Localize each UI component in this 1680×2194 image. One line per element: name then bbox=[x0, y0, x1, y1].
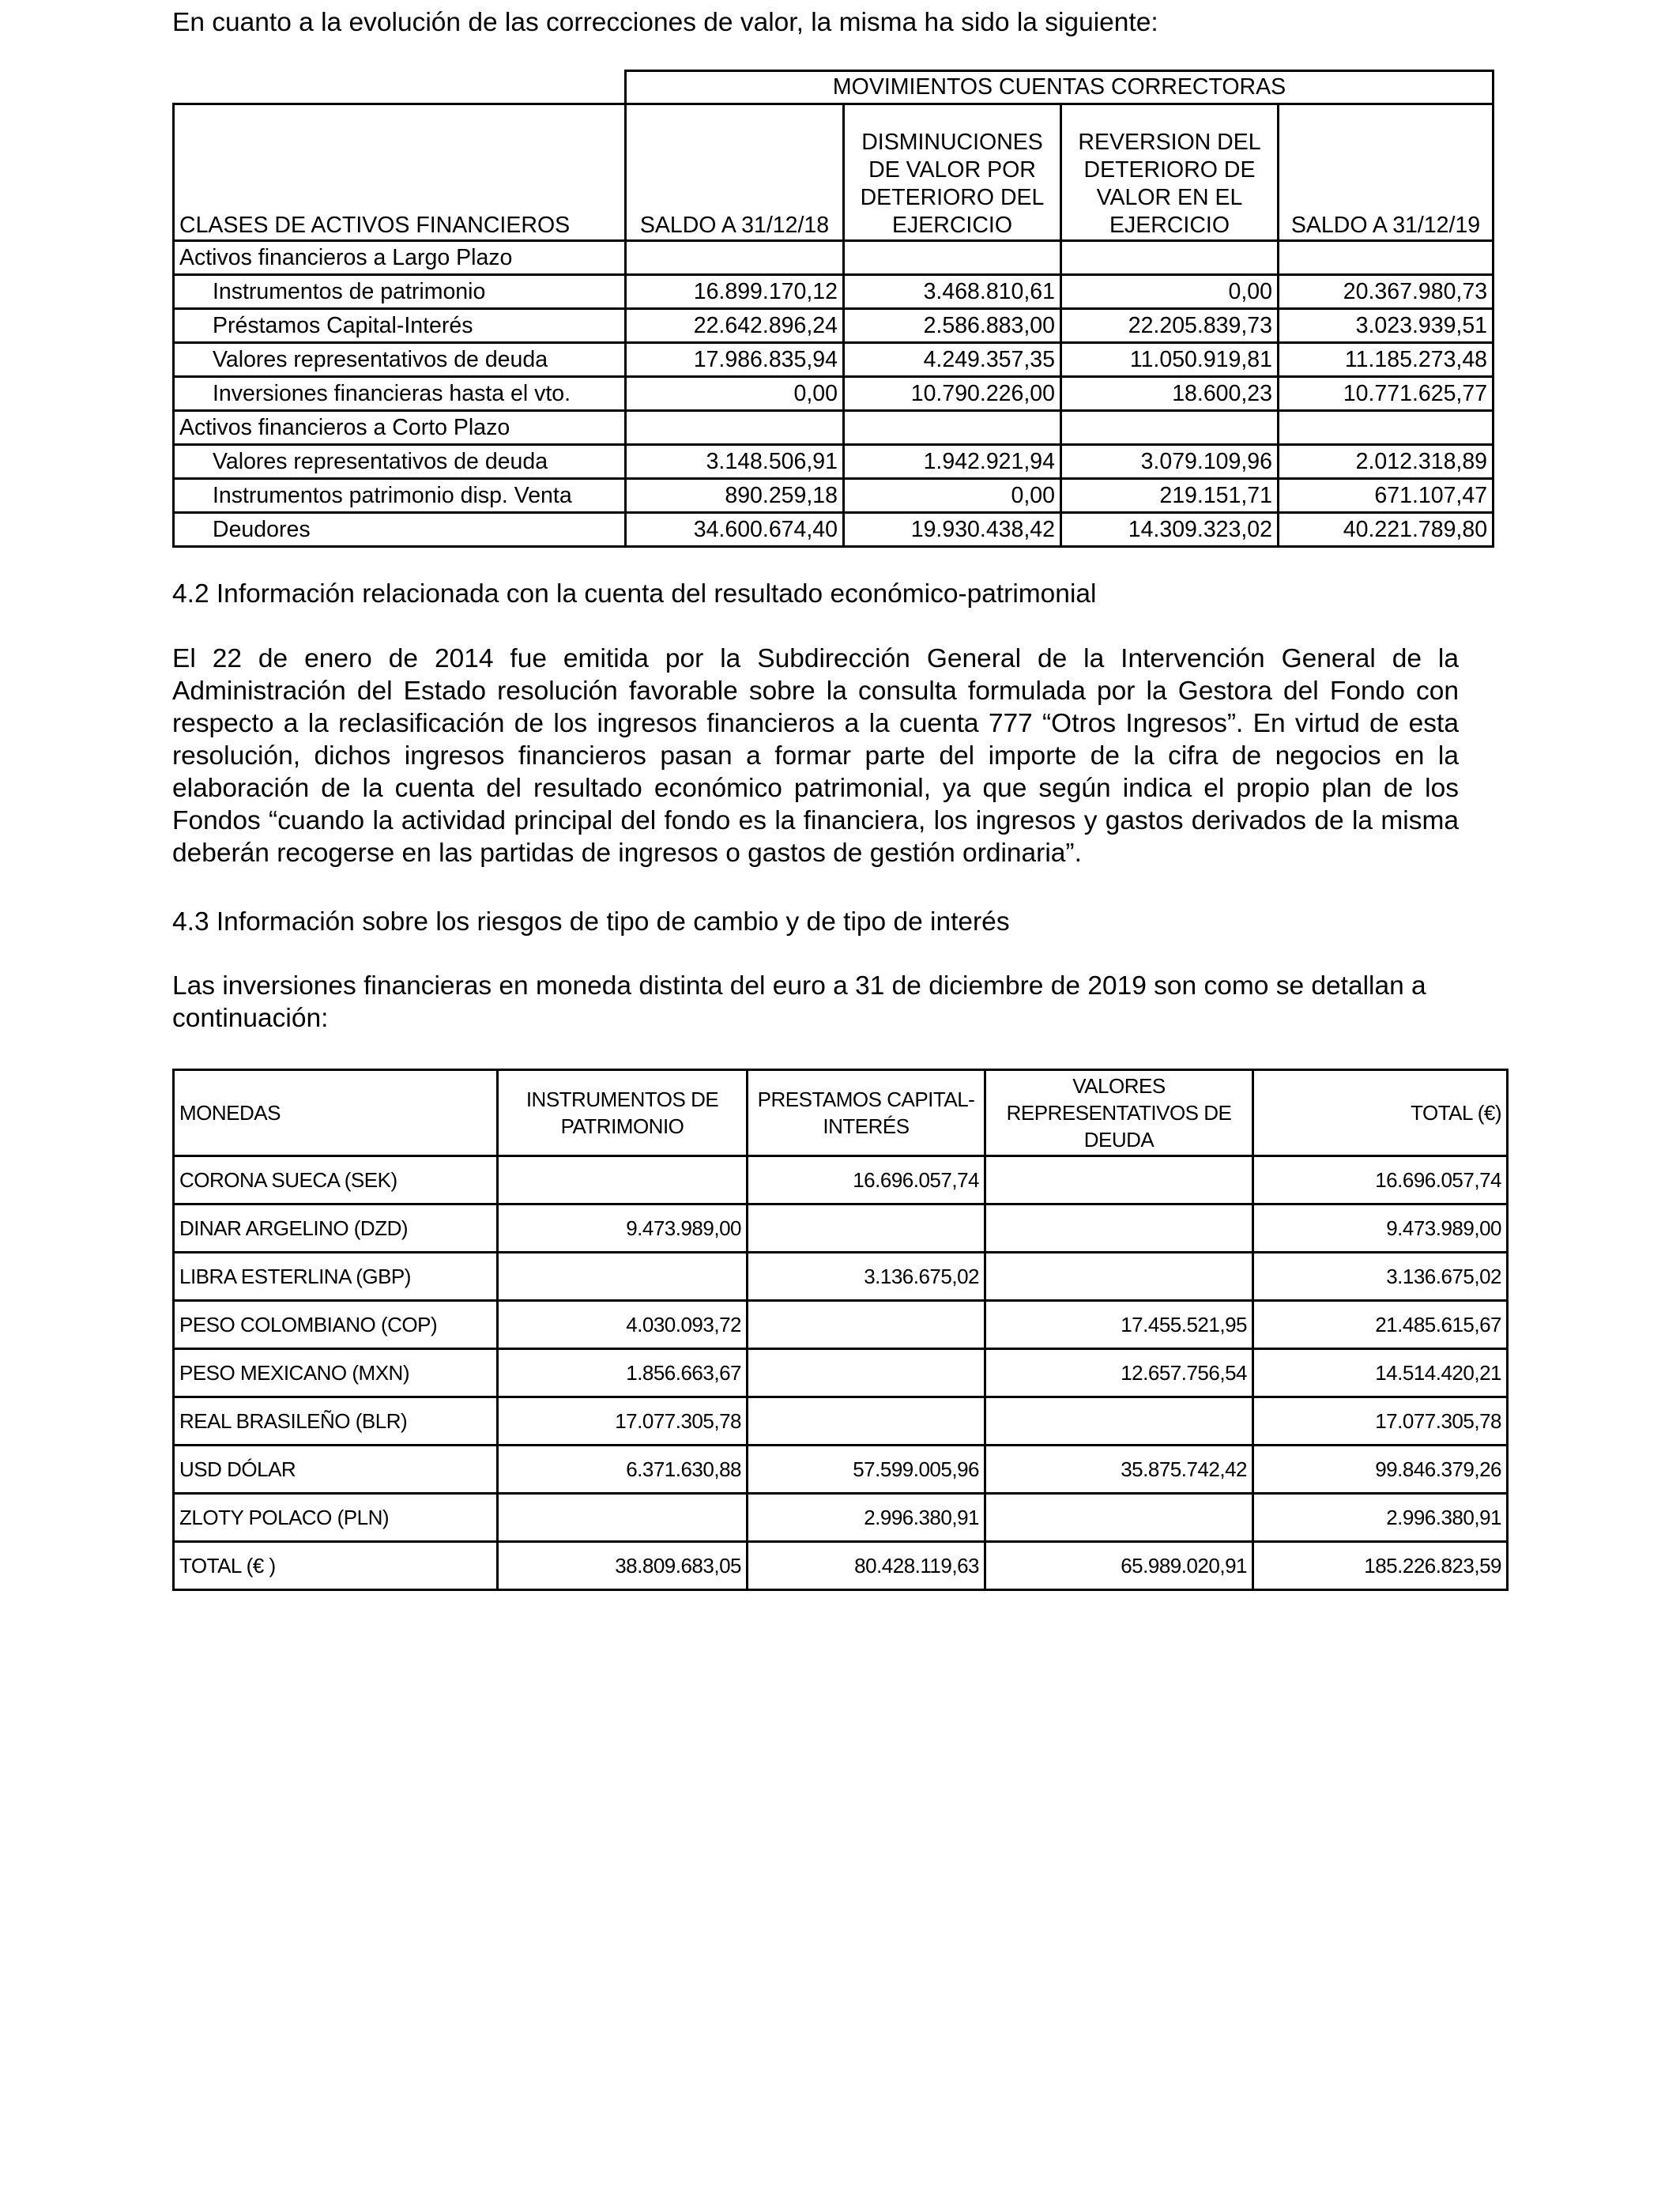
value-cell: 2.996.380,91 bbox=[748, 1494, 985, 1542]
row-label: Inversiones financieras hasta el vto. bbox=[174, 376, 626, 410]
table2-header-monedas: MONEDAS bbox=[174, 1070, 498, 1156]
value-cell: 16.899.170,12 bbox=[626, 274, 844, 308]
value-cell: 34.600.674,40 bbox=[626, 512, 844, 546]
value-cell: 14.514.420,21 bbox=[1253, 1349, 1508, 1397]
currency-label: PESO MEXICANO (MXN) bbox=[174, 1349, 498, 1397]
value-cell bbox=[985, 1156, 1253, 1204]
value-cell: 6.371.630,88 bbox=[498, 1446, 748, 1494]
value-cell: 80.428.119,63 bbox=[748, 1542, 985, 1590]
value-cell: 890.259,18 bbox=[626, 478, 844, 512]
value-cell: 0,00 bbox=[844, 478, 1061, 512]
value-cell: 20.367.980,73 bbox=[1279, 274, 1494, 308]
value-cell: 10.771.625,77 bbox=[1279, 376, 1494, 410]
value-cell: 185.226.823,59 bbox=[1253, 1542, 1508, 1590]
value-cell: 0,00 bbox=[626, 376, 844, 410]
table-row bbox=[174, 1397, 1508, 1446]
currency-label: ZLOTY POLACO (PLN) bbox=[174, 1494, 498, 1542]
table1-header-reversion: REVERSION DEL DETERIORO DE VALOR EN EL EJERCICIO bbox=[1061, 104, 1279, 240]
value-cell bbox=[748, 1397, 985, 1446]
row-label: Deudores bbox=[174, 512, 626, 546]
value-cell: 2.586.883,00 bbox=[844, 308, 1061, 342]
table-row bbox=[174, 1156, 1508, 1204]
value-cell: 16.696.057,74 bbox=[748, 1156, 985, 1204]
table2-header-valores: VALORES REPRESENTATIVOS DE DEUDA bbox=[985, 1070, 1253, 1156]
value-cell bbox=[985, 1253, 1253, 1301]
value-cell: 2.996.380,91 bbox=[1253, 1494, 1508, 1542]
value-cell bbox=[498, 1494, 748, 1542]
row-label: Valores representativos de deuda bbox=[174, 444, 626, 478]
table1-header-class: CLASES DE ACTIVOS FINANCIEROS bbox=[174, 104, 626, 240]
table-row bbox=[174, 1542, 1508, 1590]
table1-header-saldo-2019: SALDO A 31/12/19 bbox=[1279, 104, 1494, 240]
table-row bbox=[174, 1301, 1508, 1349]
value-cell: 4.249.357,35 bbox=[844, 342, 1061, 376]
row-label: Valores representativos de deuda bbox=[174, 342, 626, 376]
value-cell: 57.599.005,96 bbox=[748, 1446, 985, 1494]
table2-header-instrumentos: INSTRUMENTOS DE PATRIMONIO bbox=[498, 1070, 748, 1156]
value-cell bbox=[748, 1349, 985, 1397]
table2-header-total: TOTAL (€) bbox=[1253, 1070, 1508, 1156]
value-cell: 4.030.093,72 bbox=[498, 1301, 748, 1349]
table1-section-row bbox=[174, 410, 1494, 444]
value-cell: 3.079.109,96 bbox=[1061, 444, 1279, 478]
value-cell: 21.485.615,67 bbox=[1253, 1301, 1508, 1349]
section-4-3-body: Las inversiones financieras en moneda distinta del euro a 31 de diciembre de 2019 son como se detallan a continuación: bbox=[172, 971, 1426, 1033]
table-row bbox=[174, 1253, 1508, 1301]
table1-corner-blank bbox=[174, 71, 626, 104]
value-cell: 17.986.835,94 bbox=[626, 342, 844, 376]
currency-label: LIBRA ESTERLINA (GBP) bbox=[174, 1253, 498, 1301]
value-cell bbox=[748, 1301, 985, 1349]
table-row bbox=[174, 1446, 1508, 1494]
value-cell bbox=[498, 1156, 748, 1204]
value-cell: 9.473.989,00 bbox=[1253, 1204, 1508, 1253]
value-cell bbox=[498, 1253, 748, 1301]
table-row bbox=[174, 342, 1494, 376]
value-cell: 99.846.379,26 bbox=[1253, 1446, 1508, 1494]
value-cell: 14.309.323,02 bbox=[1061, 512, 1279, 546]
value-cell: 38.809.683,05 bbox=[498, 1542, 748, 1590]
empty-cell bbox=[844, 240, 1061, 274]
value-cell: 22.205.839,73 bbox=[1061, 308, 1279, 342]
section-label: Activos financieros a Largo Plazo bbox=[174, 240, 626, 274]
value-cell: 219.151,71 bbox=[1061, 478, 1279, 512]
value-cell: 11.185.273,48 bbox=[1279, 342, 1494, 376]
section-label: Activos financieros a Corto Plazo bbox=[174, 410, 626, 444]
value-cell: 671.107,47 bbox=[1279, 478, 1494, 512]
value-cell: 3.148.506,91 bbox=[626, 444, 844, 478]
table-row bbox=[174, 1494, 1508, 1542]
empty-cell bbox=[1061, 240, 1279, 274]
value-cell: 17.077.305,78 bbox=[498, 1397, 748, 1446]
empty-cell bbox=[626, 410, 844, 444]
value-cell: 35.875.742,42 bbox=[985, 1446, 1253, 1494]
value-cell bbox=[748, 1204, 985, 1253]
value-cell: 3.136.675,02 bbox=[1253, 1253, 1508, 1301]
value-cell: 19.930.438,42 bbox=[844, 512, 1061, 546]
table1-section-row bbox=[174, 240, 1494, 274]
value-cell: 11.050.919,81 bbox=[1061, 342, 1279, 376]
table-row bbox=[174, 1349, 1508, 1397]
foreign-currency-investments-table bbox=[172, 1069, 1509, 1591]
currency-label: DINAR ARGELINO (DZD) bbox=[174, 1204, 498, 1253]
value-cell: 17.455.521,95 bbox=[985, 1301, 1253, 1349]
intro-paragraph: En cuanto a la evolución de las correcciones de valor, la misma ha sido la siguiente: bbox=[172, 8, 1158, 37]
value-cell: 9.473.989,00 bbox=[498, 1204, 748, 1253]
table-row bbox=[174, 478, 1494, 512]
value-cell: 40.221.789,80 bbox=[1279, 512, 1494, 546]
table-row bbox=[174, 512, 1494, 546]
row-label: Préstamos Capital-Interés bbox=[174, 308, 626, 342]
value-cell: 3.468.810,61 bbox=[844, 274, 1061, 308]
table1-group-header: MOVIMIENTOS CUENTAS CORRECTORAS bbox=[626, 71, 1494, 104]
table-row bbox=[174, 308, 1494, 342]
table2-header-prestamos: PRESTAMOS CAPITAL-INTERÉS bbox=[748, 1070, 985, 1156]
value-cell: 0,00 bbox=[1061, 274, 1279, 308]
empty-cell bbox=[1061, 410, 1279, 444]
table-row bbox=[174, 1204, 1508, 1253]
value-cell: 18.600,23 bbox=[1061, 376, 1279, 410]
row-label: Instrumentos patrimonio disp. Venta bbox=[174, 478, 626, 512]
empty-cell bbox=[844, 410, 1061, 444]
row-label: Instrumentos de patrimonio bbox=[174, 274, 626, 308]
value-cell: 10.790.226,00 bbox=[844, 376, 1061, 410]
currency-label: CORONA SUECA (SEK) bbox=[174, 1156, 498, 1204]
currency-label: REAL BRASILEÑO (BLR) bbox=[174, 1397, 498, 1446]
value-cell: 17.077.305,78 bbox=[1253, 1397, 1508, 1446]
value-corrections-table bbox=[172, 70, 1494, 548]
section-4-3-heading: 4.3 Información sobre los riesgos de tipo de cambio y de tipo de interés bbox=[172, 907, 1010, 937]
value-cell: 3.136.675,02 bbox=[748, 1253, 985, 1301]
value-cell bbox=[985, 1204, 1253, 1253]
empty-cell bbox=[1279, 410, 1494, 444]
section-4-2-body: El 22 de enero de 2014 fue emitida por la Subdirección General de la Intervención General de la Administración del Estado resolución favorable sobre la consulta formulada por la Gestora del Fondo con respecto a la reclasificación de los ingresos financieros a la cuenta 777 “Otros Ingresos”. En virtud de esta resolución, dichos ingresos financieros pasan a formar parte del importe de la cifra de negocios en la elaboración de la cuenta del resultado económico patrimonial, ya que según indica el propio plan de los Fondos “cuando la actividad principal del fondo es la financiera, los ingresos y gastos derivados de la misma deberán recogerse en las partidas de ingresos o gastos de gestión ordinaria”. bbox=[172, 644, 1459, 868]
value-cell: 1.856.663,67 bbox=[498, 1349, 748, 1397]
value-cell: 12.657.756,54 bbox=[985, 1349, 1253, 1397]
table-row bbox=[174, 274, 1494, 308]
table-row bbox=[174, 376, 1494, 410]
value-cell: 65.989.020,91 bbox=[985, 1542, 1253, 1590]
value-cell: 22.642.896,24 bbox=[626, 308, 844, 342]
value-cell: 1.942.921,94 bbox=[844, 444, 1061, 478]
currency-label: TOTAL (€ ) bbox=[174, 1542, 498, 1590]
value-cell bbox=[985, 1397, 1253, 1446]
table1-header-saldo-2018: SALDO A 31/12/18 bbox=[626, 104, 844, 240]
value-cell: 3.023.939,51 bbox=[1279, 308, 1494, 342]
empty-cell bbox=[626, 240, 844, 274]
table-row bbox=[174, 444, 1494, 478]
value-cell bbox=[985, 1494, 1253, 1542]
section-4-2-heading: 4.2 Información relacionada con la cuenta del resultado económico-patrimonial bbox=[172, 579, 1097, 609]
empty-cell bbox=[1279, 240, 1494, 274]
value-cell: 2.012.318,89 bbox=[1279, 444, 1494, 478]
currency-label: PESO COLOMBIANO (COP) bbox=[174, 1301, 498, 1349]
value-cell: 16.696.057,74 bbox=[1253, 1156, 1508, 1204]
table1-header-disminuciones: DISMINUCIONES DE VALOR POR DETERIORO DEL EJERCICIO bbox=[844, 104, 1061, 240]
currency-label: USD DÓLAR bbox=[174, 1446, 498, 1494]
